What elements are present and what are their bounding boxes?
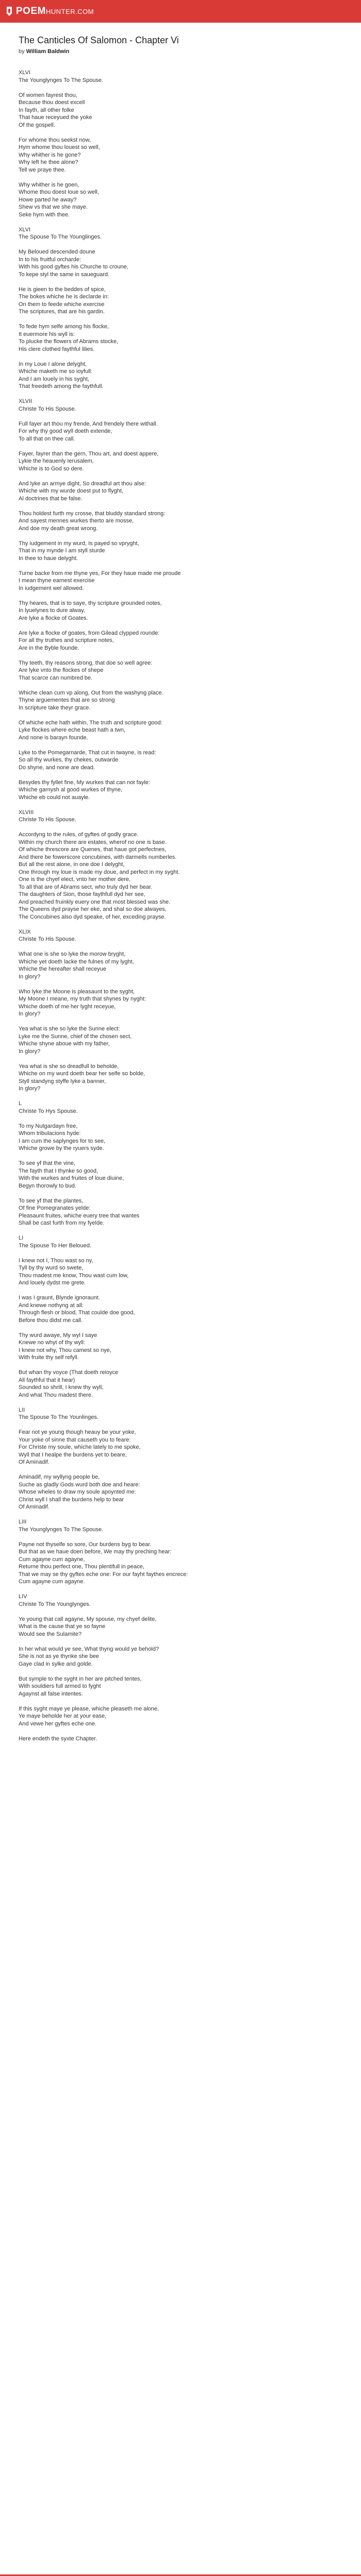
poem-line: L [19, 1100, 22, 1107]
poem-stanza [19, 226, 351, 241]
poem-line: For why thy good wyll doeth extende, [19, 428, 112, 434]
poem-line: Yea what is she so lyke the Sunne elect: [19, 1026, 120, 1032]
poem-stanza [19, 137, 351, 174]
poem-line: Do shyne, and none are dead. [19, 764, 95, 771]
poem-line: She is not as ye thynke she bee [19, 1653, 99, 1659]
site-header [0, 0, 361, 23]
poem-line: Are lyke a flocke of goates, from Gilead clypped rounde: [19, 630, 160, 636]
poem-line: Lyke flockes where eche beast hath a twn, [19, 727, 125, 733]
poem-line: The bokes whiche he is declarde in: [19, 294, 109, 300]
poem-line: Ye maye beholde her at your ease, [19, 1713, 107, 1719]
poem-line: Agaynst all false intentes. [19, 1690, 83, 1697]
poem-stanza [19, 951, 351, 980]
poem-stanza [19, 928, 351, 943]
poem-line: What is the cause that ye so fayne [19, 1623, 106, 1630]
poem-line: I am cum the saplynges for to see, [19, 1138, 106, 1144]
poem-line: Accordyng to the rules, of gyftes of godly grace. [19, 832, 139, 838]
poem-line: In to his fruitful orcharde: [19, 256, 81, 263]
poem-line: Of the gospell. [19, 122, 55, 128]
poem-stanza [19, 1675, 351, 1698]
poem-line: Whiche maketh me so ioyfull: [19, 368, 93, 375]
poem-line: LIV [19, 1594, 27, 1600]
poem-line: But that as we haue doen before, We may thy preching hear: [19, 1549, 172, 1555]
poem-body [19, 69, 351, 1742]
poem-line: He is gieen to the beddes of spice, [19, 286, 106, 293]
poem-line: Begyn thorowly to bud. [19, 1182, 76, 1189]
poem-line: The Concubines also dyd speake, of her, exceding prayse. [19, 913, 166, 920]
poem-stanza [19, 630, 351, 652]
poem-line: The Queens dyd prayse her eke, and shal so doe alwayes, [19, 906, 167, 912]
poem-stanza [19, 809, 351, 824]
poem-stanza [19, 480, 351, 503]
poem-line: Whiche is to God so dere. [19, 465, 84, 472]
poem-line: Are lyke a flocke of Goates. [19, 615, 88, 621]
poem-stanza [19, 510, 351, 533]
poem-line: The scriptures, that are his gardin. [19, 309, 105, 315]
poem-line: Cum agayne cum agayne, [19, 1556, 85, 1563]
poem-line: Besydes thy fyllet fine, My wurkes that can not fayle: [19, 779, 150, 786]
poem-line: But all the rest alone, in one doe I delyght, [19, 861, 125, 868]
poem-line: And there be fowerscore concubines, with darmells numberles. [19, 854, 177, 860]
poem-line: LI [19, 1235, 24, 1241]
poem-line: Howe parted he away? [19, 196, 77, 203]
poem-stanza [19, 1063, 351, 1093]
poem-stanza [19, 1406, 351, 1421]
byline-prefix: by [19, 48, 26, 55]
poem-line: With fruite thy self refyll. [19, 1354, 79, 1361]
poem-line: Lyke me the Sunne, chief of the chosen sect, [19, 1033, 132, 1040]
poem-stanza [19, 361, 351, 391]
poem-line: And doe my death great wrong. [19, 525, 98, 532]
poem-line: And I am louely in his syght, [19, 376, 89, 382]
poem-line: XLVI [19, 70, 31, 76]
poem-line: Why left he thee alone? [19, 159, 78, 165]
poem-line: Whiche eb could not auayle. [19, 794, 90, 801]
poem-stanza [19, 1593, 351, 1608]
poem-line: I knew not I, Thou wast so ny, [19, 1257, 93, 1264]
poem-line: Returne thou perfect one, Thou plentifull in peace, [19, 1564, 144, 1570]
poem-line: Christe To His Spouse. [19, 817, 76, 823]
poem-line: Suche as gladly Gods wurd both doe and heare: [19, 1481, 140, 1488]
poem-line: Al doctrines that be false. [19, 495, 83, 502]
poem-line: But whan thy voyce (That doeth reioyce [19, 1369, 119, 1376]
poem-stanza [19, 831, 351, 921]
poem-line: My Moone I meane, my truth that shynes by nyght: [19, 996, 146, 1002]
poem-line: Through flesh or blood, That coulde doe good, [19, 1310, 135, 1316]
poem-line: For Christe my soule, whiche lately to me spoke, [19, 1444, 141, 1450]
poem-stanza [19, 1025, 351, 1055]
poem-line: Thy heares, that is to saye, thy scripture grounded notes, [19, 600, 162, 606]
poem-line: Tyll by thy wurd so swete, [19, 1265, 84, 1271]
poem-line: Thy teeth, thy reasons strong, that doe so well agree: [19, 659, 153, 666]
poem-line: Whiche with my wurde doest put to flyght, [19, 488, 123, 494]
poem-line: Ye young that call agayne, My spouse, my chyef delite, [19, 1616, 157, 1622]
poem-stanza [19, 69, 351, 84]
poem-line: With souldiers full armed to fyght [19, 1683, 101, 1689]
poem-line: Why whither is he gone? [19, 151, 81, 158]
poem-line: Seke hym with thee. [19, 211, 70, 218]
poem-line: I mean thyne earnest exercise [19, 578, 95, 584]
poem-line: Shew vs that we she maye. [19, 204, 88, 210]
poem-line: Whiche clean cum vp along, Out from the washyng place. [19, 689, 163, 696]
poem-line: Whiche on my wurd doeth bear her selfe so bolde, [19, 1071, 145, 1077]
poem-line: Christe To The Younglynges. [19, 1601, 91, 1607]
poem-line: Lyke to the Pomegarnarde, That cut in twayne, is read: [19, 749, 156, 756]
site-logo[interactable] [5, 6, 94, 17]
poem-line: To plucke the flowers of Abrams stocke, [19, 338, 119, 345]
poem-line: I knew not why, Thou camest so nye, [19, 1347, 111, 1353]
poem-line: I was I graunt, Blynde ignoraunt. [19, 1295, 100, 1301]
poem-line: My Beloued descended doune [19, 249, 95, 255]
poem-line: Aminadif, my wyllyng people be, [19, 1474, 100, 1480]
poem-line: If this syght maye ye please, whiche pleaseth me alone, [19, 1705, 159, 1712]
poem-line: Whiche garnysh al good wurkes of thyne, [19, 787, 123, 793]
poem-stanza [19, 1197, 351, 1227]
poem-stanza [19, 1257, 351, 1287]
poem-line: Whiche the hereafter shall receyue [19, 966, 106, 972]
poem-byline [19, 48, 351, 55]
poem-line: And none is barayn founde. [19, 734, 88, 741]
poem-stanza [19, 1429, 351, 1466]
poem-line: All faythful that it hear) [19, 1377, 75, 1383]
poem-line: To fede hym selfe among his flocke, [19, 324, 109, 330]
poem-line: For all thy truthes and scripture notes, [19, 637, 114, 643]
poem-line: The fayth that I thynke so good, [19, 1167, 99, 1174]
poem-line: Payne not thyselfe so sore, Our burdens byg to bear. [19, 1541, 152, 1548]
poem-line: Would see the Sulamite? [19, 1631, 82, 1637]
poem-stanza [19, 1369, 351, 1399]
poem-line: Turne backe from me thyne yes, For they haue made me proude [19, 570, 181, 577]
poem-line: Christ wyll I shall the burdens help to bear [19, 1496, 124, 1503]
logo-suffix: HUNTER.COM [45, 7, 94, 15]
poem-line: Of whiche threscore are Quenes, that haue got perfectnes, [19, 846, 167, 853]
poem-line: Because thou doest excell [19, 99, 85, 106]
poem-line: Thyne arguementes that are so strong [19, 697, 115, 703]
poem-line: Fear not ye young though heauy be your yoke, [19, 1429, 136, 1435]
poem-line: Thy iudgement in my wurd, Is payed so vpryght, [19, 540, 139, 547]
poem-line: In her what would ye see, What thyng would ye behold? [19, 1646, 159, 1652]
poem-line: Shall be cast furth from my fyelde. [19, 1220, 105, 1226]
poem-line: Of fine Pomegranates yelde: [19, 1205, 91, 1211]
poem-line: Whome thou doest loue so well, [19, 189, 99, 195]
poem-stanza [19, 1705, 351, 1728]
poem-line: Before thou didst me call. [19, 1317, 83, 1324]
poem-line: Why whither is he goen, [19, 181, 79, 188]
poem-line: Thou madest me know, Thou wast cum low, [19, 1272, 129, 1279]
poem-line: LIII [19, 1519, 27, 1525]
poem-line: That in my mynde I am styll sturde [19, 548, 105, 554]
poem-line: Christe To His Spouse. [19, 405, 76, 412]
poem-line: Fayer, fayrer than the gern, Thou art, and doest appere, [19, 450, 159, 457]
poem-stanza [19, 779, 351, 802]
poem-line: The Younglynges To The Spouse. [19, 77, 104, 83]
poem-stanza [19, 600, 351, 622]
poem-line: Full fayer art thou my frende, And frendely there withall. [19, 420, 158, 427]
poem-stanza [19, 1518, 351, 1533]
poem-line: His clere clothed faythful lilies. [19, 346, 95, 352]
poem-line: Yea what is she so dreadfull to beholde, [19, 1063, 119, 1070]
poem-line: And louely dydst me grete. [19, 1280, 86, 1286]
poem-line: Christe To His Spouse. [19, 936, 76, 942]
poem-line: In my Loue I alone delyght, [19, 361, 87, 367]
poem-line: And knewe nothyng at all: [19, 1302, 84, 1309]
poem-line: Thou holdest furth my crosse, that bluddy standard strong: [19, 510, 166, 517]
poem-line: Who lyke the Moone is pleasaunt to the syght, [19, 988, 135, 995]
poem-stanza [19, 1234, 351, 1249]
poem-line: Whose wheles to draw my soule apoynted me: [19, 1489, 136, 1495]
poem-line: Of whiche eche hath within, The truth and scripture good: [19, 719, 162, 726]
poem-line: Your yoke of sinne that causeth you to feare: [19, 1436, 131, 1443]
poem-stanza [19, 1735, 351, 1743]
poem-line: For whome thou seekst now, [19, 137, 91, 143]
poem-line: To kepe styl the same in saueguard. [19, 271, 110, 278]
poem-line: Whom tribulacions hyde: [19, 1130, 81, 1137]
poem-stanza [19, 92, 351, 129]
poem-stanza [19, 570, 351, 592]
poem-line: In thee to haue delyght. [19, 555, 78, 562]
poem-stanza [19, 659, 351, 682]
poem-line: In lyuelynes to dure alway, [19, 607, 85, 614]
poem-line: To see yf that the plantes, [19, 1197, 84, 1204]
poem-stanza [19, 1100, 351, 1115]
poem-line: LII [19, 1406, 25, 1413]
poem-line: It euermore his wyll is: [19, 331, 75, 337]
poem-line: To all that are of Abrams sect, who truly dyd her bear. [19, 884, 153, 890]
poem-line: So all thy wurkes, thy chekes, outwarde [19, 757, 119, 763]
poem-line: The Spouse To The Younglinges. [19, 234, 102, 240]
poem-line: Are in the Byble founde. [19, 645, 79, 651]
poem-stanza [19, 540, 351, 563]
poem-line: Pleasaunt fruites, whiche euery tree that wantes [19, 1212, 140, 1219]
poem-line: Sounded so shrill, I knew thy wyll, [19, 1384, 104, 1391]
poem-line: And lyke an armye dight, So dreadful art thou alse: [19, 480, 146, 487]
poem-line: Gaye clad in sylke and golde. [19, 1660, 93, 1667]
poem-line: In iudgement wel allowed. [19, 585, 84, 591]
poem-line: One through my loue is made my doue, and perfect in my syght. [19, 869, 180, 875]
quill-icon [5, 6, 13, 17]
poem-line: The daughters of Sion, those faythfull dyd her see, [19, 891, 145, 897]
poem-line: Whiche shyne aboue with my father, [19, 1041, 110, 1047]
poem-stanza [19, 1123, 351, 1153]
poem-stanza [19, 689, 351, 712]
poem-stanza [19, 1294, 351, 1324]
poem-line: In glory? [19, 973, 41, 980]
poem-line: Are lyke vnto the flockes of shepe [19, 667, 104, 673]
poem-line: Whiche growe by the ryuers syde. [19, 1145, 104, 1151]
poem-line: And vewe her gyftes eche one. [19, 1720, 97, 1727]
poem-line: XLIX [19, 928, 31, 935]
poem-line: XLVIII [19, 809, 34, 816]
poem-stanza [19, 988, 351, 1018]
poem-line: Tell we praye thee. [19, 166, 66, 173]
poem-line: Hym whome thou louest so well, [19, 144, 100, 150]
poem-stanza [19, 181, 351, 219]
poem-line: In glory? [19, 1086, 41, 1092]
poem-line: On them to feede whiche exercise [19, 301, 105, 308]
poem-line: XLVII [19, 398, 32, 404]
poem-line: To see yf that the vine, [19, 1160, 76, 1166]
poem-line: The Spouse To Her Beloued. [19, 1242, 92, 1249]
poem-line: Here endeth the syxte Chapter. [19, 1735, 97, 1742]
poem-stanza [19, 1616, 351, 1638]
poem-stanza [19, 248, 351, 278]
poem-line: And preached fruinkly euery one that most blessed was she. [19, 899, 171, 905]
poem-line: And what Thou madest there. [19, 1392, 93, 1398]
poem-line: That we may se thy gyftes eche one: For our fayht faythes encrece: [19, 1571, 188, 1578]
poem-line: What one is she so lyke the morow bryght, [19, 951, 126, 957]
poem-stanza [19, 719, 351, 742]
poem-line: XLVI [19, 226, 31, 233]
poem-line: Styll standyng styffe lyke a banner, [19, 1078, 106, 1084]
poem-line: The Younglynges To The Spouse. [19, 1526, 104, 1533]
poem-line: With his good gyftes his Churche to croune, [19, 264, 128, 270]
poem-line: Lykie the heauenly Ierusalem, [19, 458, 94, 464]
poem-line: And sayest mennes wurkes therto are mosse, [19, 518, 134, 524]
poem-line: One is the chyef elect, vnto her mother dere, [19, 876, 131, 883]
poem-line: Wyll that I healpe the burdens yet to beare, [19, 1451, 127, 1458]
poem-stanza [19, 450, 351, 473]
poem-line: Whiche yet doeth lacke the fulnes of my lyght, [19, 958, 134, 965]
poem-line: To my Nutgardayn free, [19, 1123, 78, 1129]
poem-line: Within my church there are estates, wherof no one is base. [19, 839, 167, 845]
poem-stanza [19, 749, 351, 772]
poem-content [0, 23, 361, 1742]
poem-line: Knewe no whyt of thy wyll: [19, 1340, 86, 1346]
poem-title: The Canticles Of Salomon - Chapter Vi [19, 35, 179, 45]
poem-line: Cum agayne cum agayne. [19, 1579, 85, 1585]
poem-line: In glory? [19, 1048, 41, 1055]
poem-stanza [19, 286, 351, 316]
logo-name: POEM [16, 6, 46, 16]
poem-line: Of women fayrest thou, [19, 92, 77, 98]
poem-line: That freedeth among the faythfull. [19, 383, 104, 389]
poem-stanza [19, 1332, 351, 1362]
poem-stanza [19, 398, 351, 413]
poem-line: But symple to the syght in her are pitched tentes, [19, 1675, 142, 1682]
author-link[interactable]: William Baldwin [26, 48, 70, 55]
poem-stanza [19, 420, 351, 443]
poem-stanza [19, 1160, 351, 1190]
poem-stanza [19, 1541, 351, 1586]
poem-line: That scarce can numbred be. [19, 674, 93, 681]
poem-line: In glory? [19, 1011, 41, 1017]
poem-line: Christe To Hys Spouse. [19, 1108, 78, 1114]
poem-line: Whiche doeth of me her lyght receyue, [19, 1003, 116, 1010]
poem-stanza [19, 323, 351, 353]
poem-line: Of Aminadif. [19, 1459, 50, 1465]
poem-line: In fayth, all other folke [19, 107, 74, 113]
poem-line: That haue receyued the yoke [19, 114, 92, 121]
poem-line: To all that on thee call. [19, 435, 75, 442]
poem-stanza [19, 1646, 351, 1668]
poem-line: In scripture take theyr grace. [19, 704, 91, 711]
poem-line: With the wurkes and fruites of loue diuine, [19, 1175, 124, 1181]
poem-line: Thy wurd awaye, My wyl I saye [19, 1332, 97, 1338]
poem-line: Of Aminadif. [19, 1504, 50, 1510]
poem-line: The Spouse To The Younlinges. [19, 1414, 99, 1420]
poem-stanza [19, 1473, 351, 1511]
